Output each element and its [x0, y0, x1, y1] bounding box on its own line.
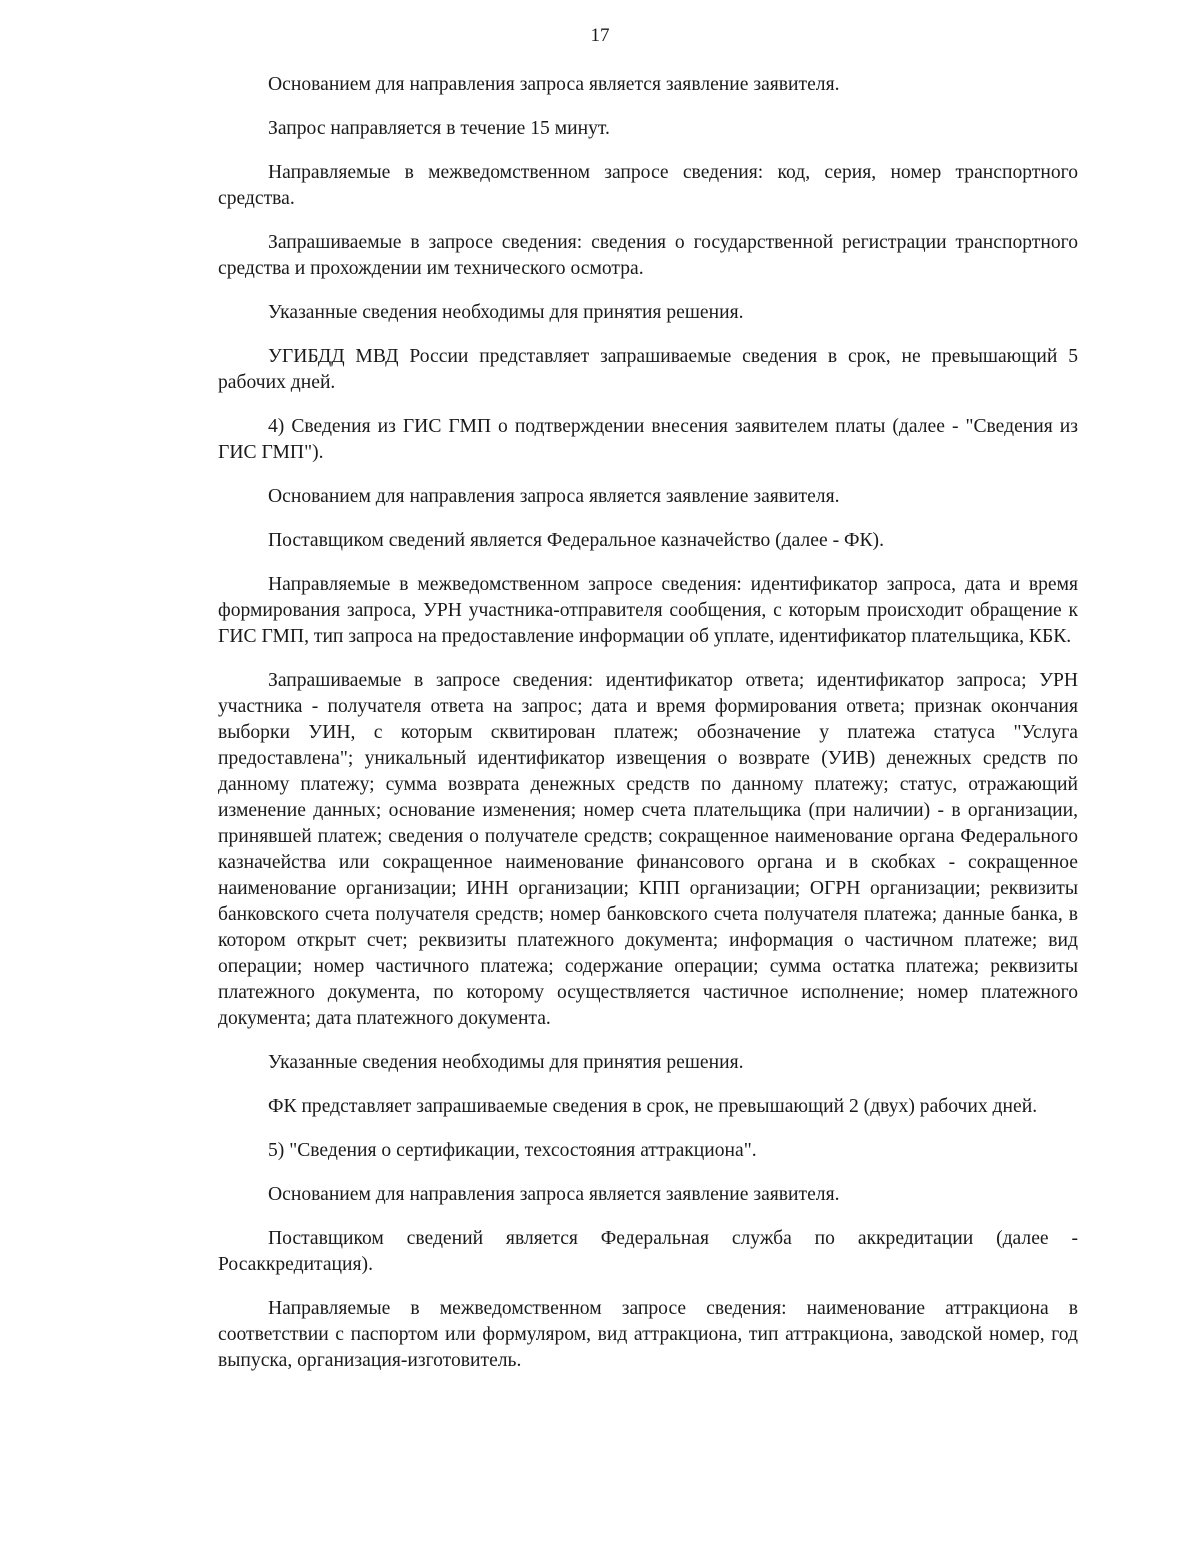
paragraph-item-4-heading: 4) Сведения из ГИС ГМП о подтверждении внесения заявителем платы (далее - "Сведения из ГИС ГМП").	[218, 416, 1078, 463]
paragraph-basis-2: Основанием для направления запроса является заявление заявителя.	[268, 486, 840, 507]
paragraph-ugibdd-term: УГИБДД МВД России представляет запрашиваемые сведения в срок, не превышающий 5 рабочих дней.	[218, 346, 1078, 393]
paragraph-requested-data-1: Запрашиваемые в запросе сведения: сведения о государственной регистрации транспортного средства и прохождении им технического осмотра.	[218, 232, 1078, 279]
paragraph-requested-data-2: Запрашиваемые в запросе сведения: идентификатор ответа; идентификатор запроса; УРН участника - получателя ответа на запрос; дата и время формирования ответа; признак окончания выборки УИН, с которым сквитирован платеж; обозначение у платежа статуса "Услуга предоставлена"; уникальный идентификатор извещения о возврате (УИВ) денежных средств по данному платежу; сумма возврата денежных средств по данному платежу; статус, отражающий изменение данных; основание изменения; номер счета плательщика (при наличии) - в организации, принявшей платеж; сведения о получателе средств; сокращенное наименование органа Федерального казначейства или сокращенное наименование финансового органа и в скобках - сокращенное наименование организации; ИНН организации; КПП организации; ОГРН организации; реквизиты банковского счета получателя средств; номер банковского счета получателя платежа; данные банка, в котором открыт счет; реквизиты платежного документа; информация о частичном платеже; вид операции; номер частичного платежа; содержание операции; сумма остатка платежа; реквизиты платежного документа, по которому осуществляется частичное исполнение; номер платежного документа; дата платежного документа.	[218, 670, 1078, 1029]
paragraph-necessity-2: Указанные сведения необходимы для принятия решения.	[268, 1052, 744, 1073]
paragraph-item-5-heading: 5) "Сведения о сертификации, техсостояния аттракциона".	[268, 1140, 757, 1161]
paragraph-provider-rosaccreditation: Поставщиком сведений является Федеральная служба по аккредитации (далее - Росаккредитация).	[218, 1228, 1078, 1275]
paragraph-sent-data-1: Направляемые в межведомственном запросе сведения: код, серия, номер транспортного средства.	[218, 162, 1078, 209]
paragraph-necessity-1: Указанные сведения необходимы для принятия решения.	[268, 302, 744, 323]
document-body	[218, 72, 1078, 1392]
paragraph-request-time: Запрос направляется в течение 15 минут.	[268, 118, 610, 139]
paragraph-basis-3: Основанием для направления запроса является заявление заявителя.	[268, 1184, 840, 1205]
paragraph-sent-data-3: Направляемые в межведомственном запросе сведения: наименование аттракциона в соответствии с паспортом или формуляром, вид аттракциона, тип аттракциона, заводской номер, год выпуска, организация-изготовитель.	[218, 1298, 1078, 1371]
page-number: 17	[590, 25, 610, 46]
paragraph-fk-term: ФК представляет запрашиваемые сведения в срок, не превышающий 2 (двух) рабочих дней.	[268, 1096, 1038, 1117]
paragraph-basis-1: Основанием для направления запроса является заявление заявителя.	[268, 74, 840, 95]
paragraph-provider-fk: Поставщиком сведений является Федеральное казначейство (далее - ФК).	[268, 530, 884, 551]
paragraph-sent-data-2: Направляемые в межведомственном запросе сведения: идентификатор запроса, дата и время формирования запроса, УРН участника-отправителя сообщения, с которым происходит обращение к ГИС ГМП, тип запроса на предоставление информации об уплате, идентификатор плательщика, КБК.	[218, 574, 1078, 647]
